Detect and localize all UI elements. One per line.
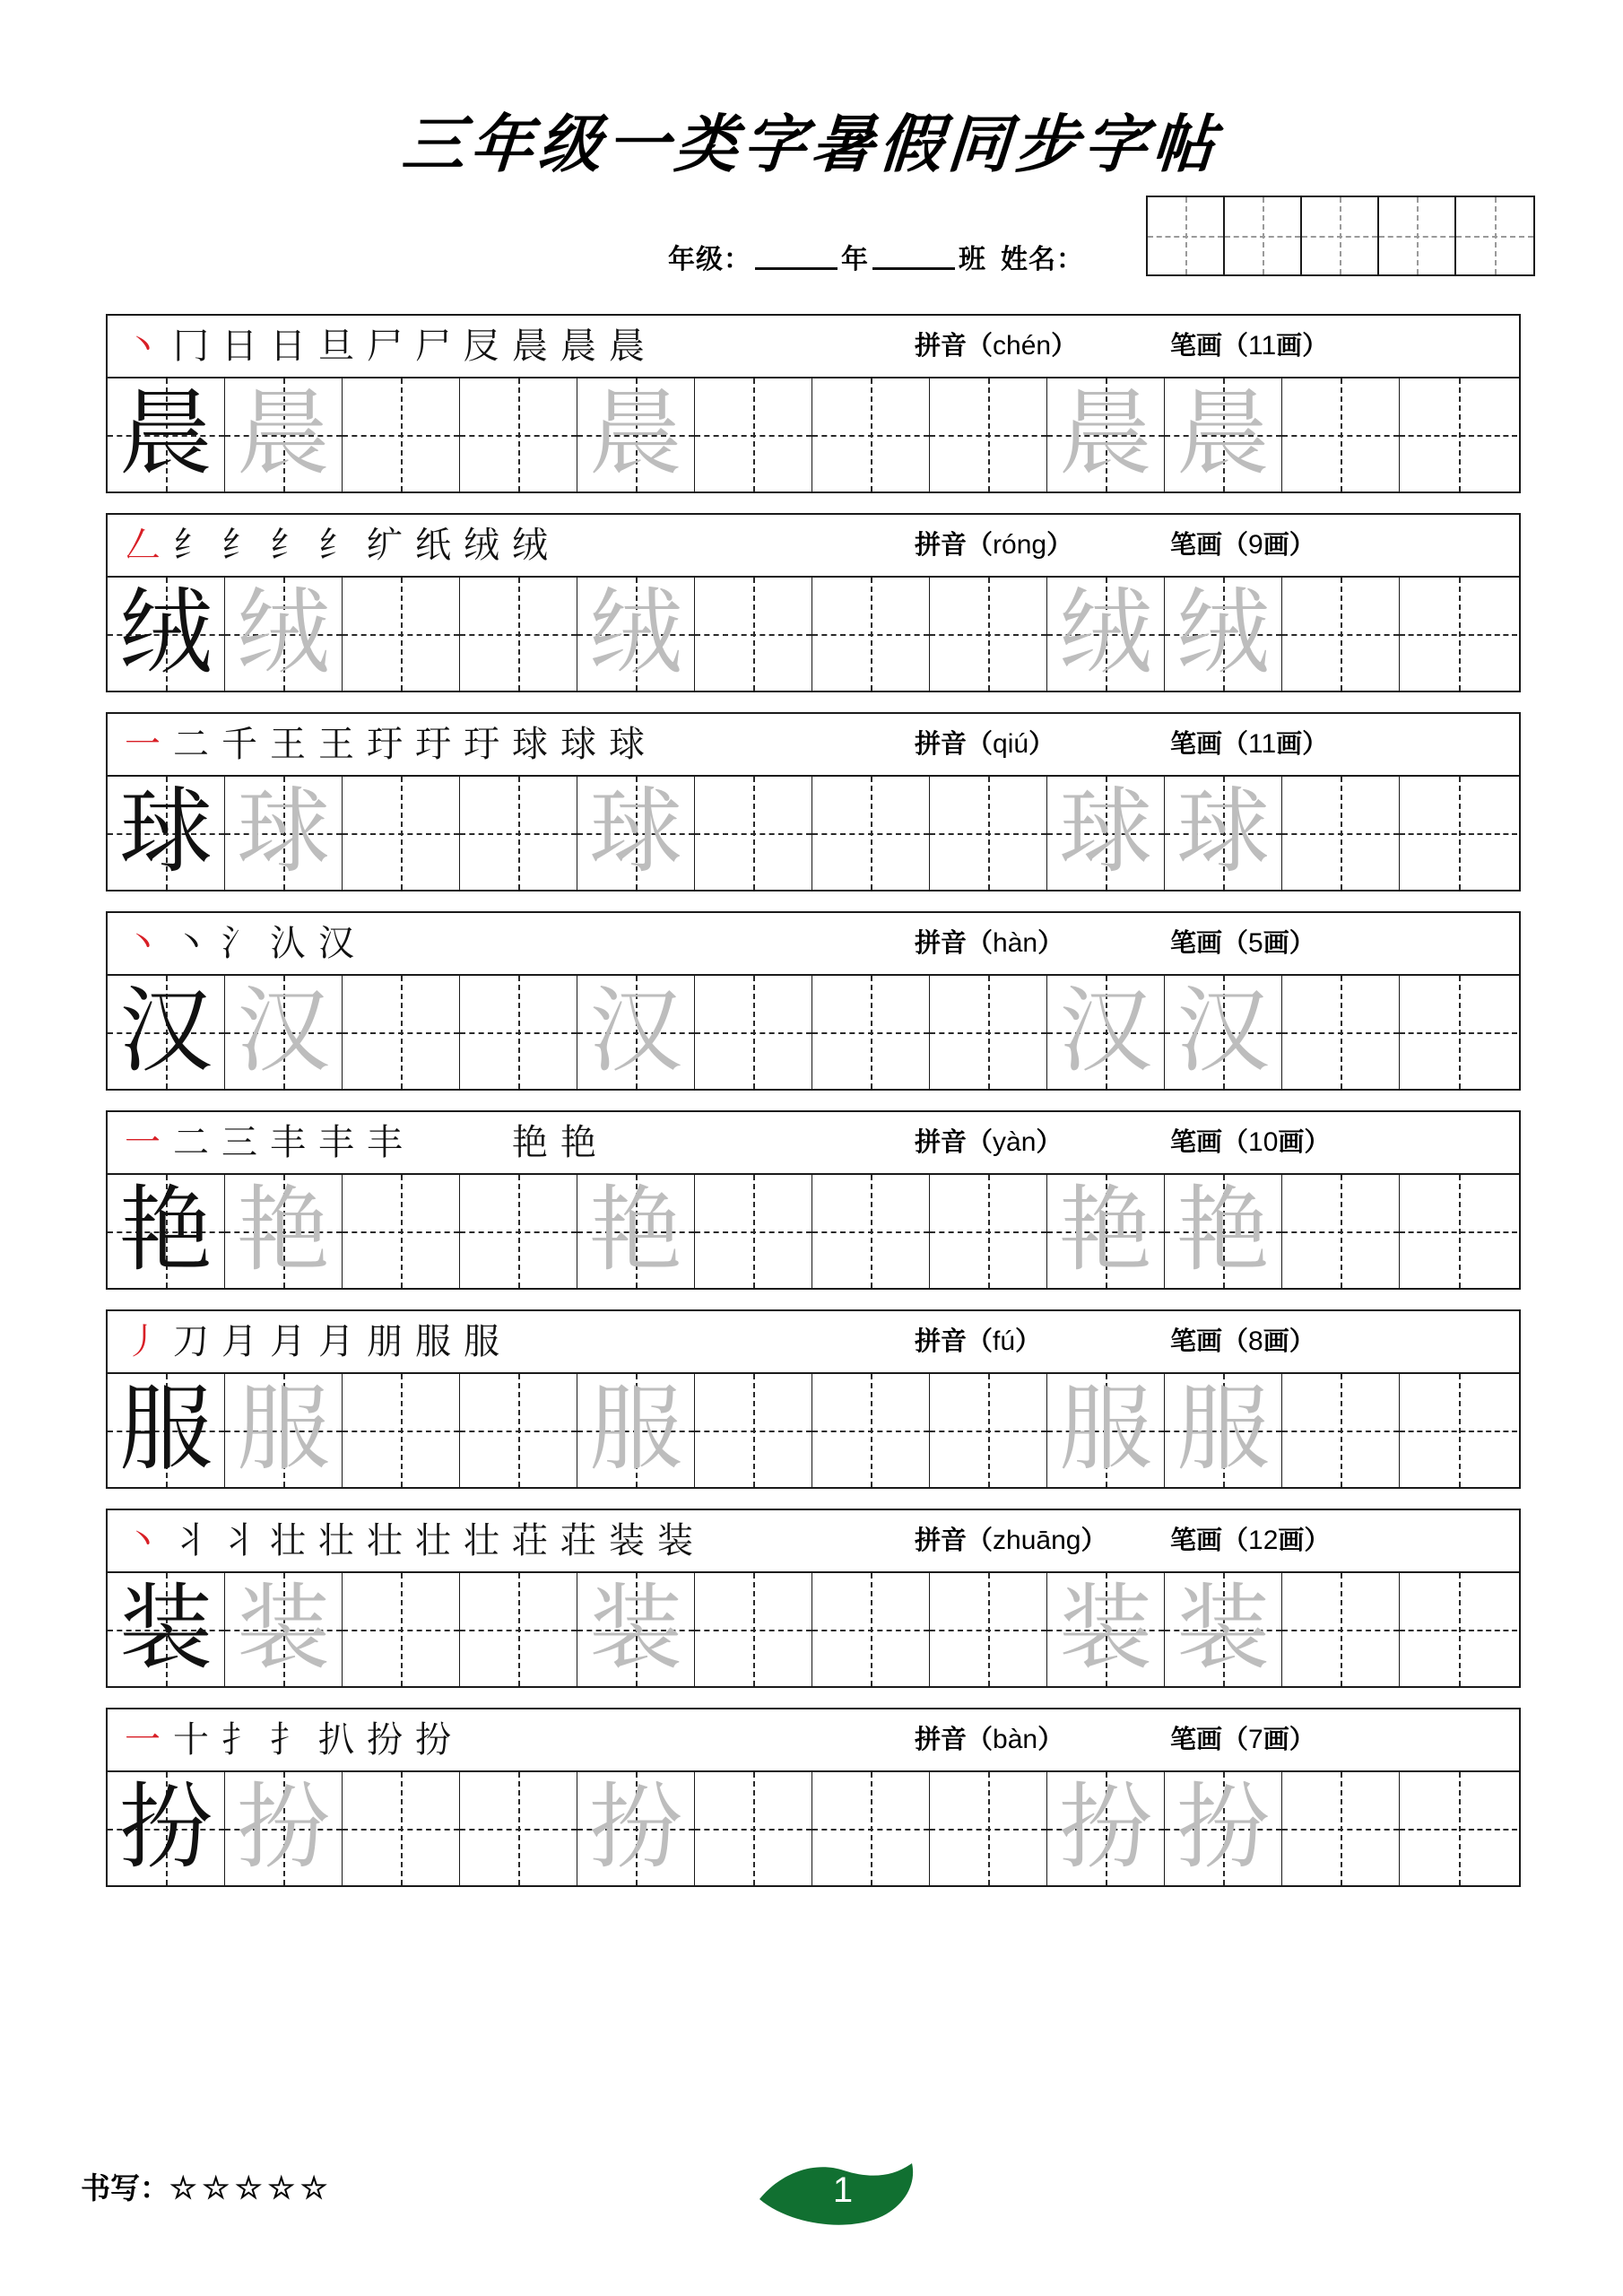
stroke-sequence [118, 1311, 506, 1372]
stroke-step: 㞋 [464, 326, 499, 366]
stroke-step: 二 [173, 724, 209, 764]
name-cell[interactable] [1379, 197, 1456, 274]
practice-cell[interactable] [930, 578, 1047, 691]
stroke-step: 壮 [367, 1520, 403, 1561]
character-block [106, 1110, 1521, 1290]
practice-character: 球 [236, 781, 330, 884]
page-number: 1 [832, 2170, 854, 2210]
practice-cell[interactable] [343, 578, 460, 691]
practice-cell[interactable] [1282, 1175, 1400, 1288]
stroke-count-label: 笔画（11画） [1170, 729, 1329, 759]
stroke-step: 三 [221, 1122, 257, 1162]
practice-cell[interactable] [108, 976, 225, 1089]
practice-cell[interactable] [930, 1573, 1047, 1686]
practice-cell[interactable] [1047, 378, 1165, 491]
stroke-step: 旦 [318, 326, 354, 366]
pinyin-label: 拼音（róng） [915, 530, 1073, 560]
stroke-step: 王 [318, 724, 354, 764]
practice-cell[interactable] [577, 777, 695, 890]
practice-cell[interactable] [812, 1573, 930, 1686]
practice-character: 晨 [236, 383, 330, 486]
stroke-order-row [108, 1112, 1519, 1173]
class-blank[interactable] [872, 267, 955, 270]
stroke-step: 壮 [415, 1520, 451, 1561]
practice-row [108, 974, 1519, 1089]
stroke-step: 纟 [270, 525, 306, 565]
practice-character: 晨 [1176, 383, 1270, 486]
stroke-count-value: 9 [1248, 530, 1263, 560]
title-container [0, 0, 1623, 185]
practice-character: 晨 [1058, 383, 1152, 486]
character-block [106, 1309, 1521, 1489]
stroke-step: 壮 [270, 1520, 306, 1561]
pinyin-value: yàn [993, 1127, 1037, 1157]
practice-cell[interactable] [577, 1772, 695, 1885]
stroke-step: 荘 [512, 1520, 548, 1561]
name-cell[interactable] [1456, 197, 1533, 274]
practice-cell[interactable] [1400, 1772, 1517, 1885]
practice-cell[interactable] [930, 1374, 1047, 1487]
stroke-step: 丶 [173, 923, 209, 963]
practice-cell[interactable] [1165, 1175, 1282, 1288]
practice-row [108, 775, 1519, 890]
stroke-step: 十 [173, 1719, 209, 1760]
practice-cell[interactable] [1165, 1374, 1282, 1487]
stroke-count-label: 笔画（8画） [1170, 1326, 1315, 1356]
rating-label: 书写： [81, 2173, 169, 2205]
practice-character: 服 [1058, 1378, 1152, 1482]
pinyin-label: 拼音（hàn） [915, 928, 1064, 958]
stroke-step: 纟 [318, 525, 354, 565]
stroke-step: 一 [125, 724, 161, 764]
practice-character: 汉 [588, 980, 682, 1083]
practice-cell[interactable] [1047, 1175, 1165, 1288]
practice-cell[interactable] [108, 1175, 225, 1288]
practice-character: 服 [118, 1378, 213, 1482]
stroke-order-row [108, 316, 1519, 377]
practice-character: 绒 [588, 582, 682, 685]
practice-cell[interactable] [930, 1772, 1047, 1885]
stroke-step: 一 [125, 1719, 161, 1760]
stroke-sequence [118, 913, 360, 974]
practice-character: 服 [1176, 1378, 1270, 1482]
practice-cell[interactable] [1282, 578, 1400, 691]
practice-cell[interactable] [1282, 777, 1400, 890]
stroke-step: 扮 [415, 1719, 451, 1760]
practice-character: 扮 [588, 1777, 682, 1880]
practice-character: 艳 [118, 1179, 213, 1283]
practice-cell[interactable] [225, 1772, 343, 1885]
name-input-grid[interactable] [1146, 196, 1535, 276]
stroke-count-value: 5 [1248, 928, 1263, 958]
practice-character: 扮 [1058, 1777, 1152, 1880]
stroke-step: 绒 [464, 525, 499, 565]
stroke-step: 服 [415, 1321, 451, 1361]
character-blocks [106, 314, 1521, 1907]
practice-cell[interactable] [225, 378, 343, 491]
character-block [106, 911, 1521, 1091]
practice-cell[interactable] [225, 1175, 343, 1288]
stroke-step: 汉 [318, 923, 354, 963]
practice-cell[interactable] [695, 1573, 812, 1686]
practice-cell[interactable] [1400, 578, 1517, 691]
character-block [106, 712, 1521, 891]
name-cell[interactable] [1225, 197, 1302, 274]
stroke-step: 晨 [512, 326, 548, 366]
stroke-order-row [108, 515, 1519, 576]
stroke-step: 丰 [367, 1122, 403, 1162]
stroke-step: 球 [609, 724, 645, 764]
character-block [106, 314, 1521, 493]
name-cell[interactable] [1148, 197, 1225, 274]
stroke-step: 一 [125, 1122, 161, 1162]
practice-cell[interactable] [812, 1175, 930, 1288]
practice-cell[interactable] [930, 378, 1047, 491]
pinyin-label: 拼音（fú） [915, 1326, 1042, 1356]
practice-cell[interactable] [1400, 378, 1517, 491]
practice-cell[interactable] [343, 1573, 460, 1686]
page-footer [0, 2138, 1623, 2246]
practice-cell[interactable] [460, 777, 577, 890]
practice-cell[interactable] [343, 777, 460, 890]
stroke-step: 𢼭 [467, 1122, 496, 1162]
practice-character: 绒 [118, 582, 213, 685]
practice-cell[interactable] [225, 777, 343, 890]
student-info [668, 237, 1084, 276]
practice-row [108, 1770, 1519, 1885]
pinyin-value: zhuāng [993, 1526, 1081, 1555]
stroke-step: 丶 [125, 923, 161, 963]
practice-character: 汉 [1058, 980, 1152, 1083]
stroke-step: 扒 [318, 1719, 354, 1760]
practice-cell[interactable] [577, 578, 695, 691]
stroke-sequence [118, 515, 554, 576]
stroke-step: 艳 [560, 1122, 596, 1162]
stroke-step: 纸 [415, 525, 451, 565]
practice-cell[interactable] [930, 777, 1047, 890]
stroke-sequence [118, 1112, 603, 1173]
stroke-step: 丰 [318, 1122, 354, 1162]
stroke-count-label: 笔画（12画） [1170, 1526, 1331, 1555]
year-unit: 年 [841, 245, 869, 274]
practice-character: 绒 [236, 582, 330, 685]
practice-row [108, 1571, 1519, 1686]
stroke-count-label: 笔画（10画） [1170, 1127, 1331, 1157]
stroke-step: 丬 [173, 1520, 209, 1561]
practice-cell[interactable] [577, 1175, 695, 1288]
stroke-count-label: 笔画（5画） [1170, 928, 1315, 958]
pinyin-value: fú [993, 1326, 1016, 1356]
pinyin-label: 拼音（zhuāng） [915, 1526, 1107, 1555]
practice-character: 装 [1058, 1578, 1152, 1681]
practice-character: 艳 [236, 1179, 330, 1283]
practice-character: 绒 [1176, 582, 1270, 685]
practice-cell[interactable] [1165, 1772, 1282, 1885]
stroke-step: 玗 [415, 724, 451, 764]
practice-cell[interactable] [460, 1772, 577, 1885]
stroke-step: 月 [270, 1321, 306, 1361]
stroke-step: 尸 [367, 326, 403, 366]
stroke-step: 𠃋 [125, 525, 161, 565]
character-block [106, 1708, 1521, 1887]
stroke-step: 二 [173, 1122, 209, 1162]
practice-cell[interactable] [108, 578, 225, 691]
stroke-order-row [108, 913, 1519, 974]
practice-cell[interactable] [695, 1175, 812, 1288]
stroke-step: 纟 [173, 525, 209, 565]
practice-cell[interactable] [1047, 578, 1165, 691]
stroke-step: 氵 [221, 923, 257, 963]
stroke-step: 朋 [367, 1321, 403, 1361]
stroke-step: 尸 [415, 326, 451, 366]
practice-cell[interactable] [695, 578, 812, 691]
practice-cell[interactable] [460, 976, 577, 1089]
practice-cell[interactable] [812, 378, 930, 491]
stroke-step: 日 [221, 326, 257, 366]
practice-character: 扮 [118, 1777, 213, 1880]
stroke-step: 绒 [512, 525, 548, 565]
stroke-step: 𢼭 [419, 1122, 447, 1162]
stroke-step: 壮 [318, 1520, 354, 1561]
class-unit: 班 [959, 245, 986, 274]
practice-cell[interactable] [930, 1175, 1047, 1288]
practice-cell[interactable] [577, 378, 695, 491]
stroke-step: 纩 [367, 525, 403, 565]
practice-character: 装 [118, 1578, 213, 1681]
practice-cell[interactable] [108, 1374, 225, 1487]
practice-cell[interactable] [1047, 1573, 1165, 1686]
practice-cell[interactable] [343, 378, 460, 491]
practice-cell[interactable] [812, 578, 930, 691]
practice-character: 艳 [1058, 1179, 1152, 1283]
pinyin-label: 拼音（bàn） [915, 1725, 1064, 1754]
practice-cell[interactable] [343, 976, 460, 1089]
name-cell[interactable] [1302, 197, 1379, 274]
practice-cell[interactable] [695, 976, 812, 1089]
pinyin-value: róng [993, 530, 1047, 560]
practice-character: 汉 [236, 980, 330, 1083]
stroke-step: 丶 [125, 326, 161, 366]
practice-row [108, 1372, 1519, 1487]
stroke-step: 装 [609, 1520, 645, 1561]
practice-character: 艳 [1176, 1179, 1270, 1283]
stroke-step: 球 [560, 724, 596, 764]
practice-cell[interactable] [930, 976, 1047, 1089]
practice-cell[interactable] [1165, 1573, 1282, 1686]
stroke-count-value: 7 [1248, 1725, 1263, 1754]
character-block [106, 1509, 1521, 1688]
stroke-step: 汄 [270, 923, 306, 963]
grade-year-blank[interactable] [755, 267, 838, 270]
practice-row [108, 377, 1519, 491]
practice-cell[interactable] [1165, 777, 1282, 890]
practice-cell[interactable] [695, 378, 812, 491]
stroke-sequence [118, 1709, 457, 1770]
practice-character: 汉 [1176, 980, 1270, 1083]
stroke-step: 月 [318, 1321, 354, 1361]
practice-cell[interactable] [343, 1374, 460, 1487]
stroke-step: 扮 [367, 1719, 403, 1760]
stroke-step: 玗 [464, 724, 499, 764]
handwriting-rating [81, 2165, 333, 2207]
stroke-sequence [118, 714, 651, 775]
stroke-count-value: 11 [1248, 729, 1277, 759]
practice-cell[interactable] [812, 777, 930, 890]
stroke-count-value: 10 [1248, 1127, 1279, 1157]
stroke-step: 扌 [270, 1719, 306, 1760]
practice-character: 装 [1176, 1578, 1270, 1681]
pinyin-label: 拼音（chén） [915, 331, 1078, 361]
practice-cell[interactable] [577, 976, 695, 1089]
pinyin-label: 拼音（qiú） [915, 729, 1055, 759]
practice-character: 球 [1058, 781, 1152, 884]
practice-cell[interactable] [1282, 378, 1400, 491]
stroke-step: 刀 [173, 1321, 209, 1361]
practice-cell[interactable] [577, 1374, 695, 1487]
stroke-step: 服 [464, 1321, 499, 1361]
character-block [106, 513, 1521, 692]
stroke-step: 丬 [221, 1520, 257, 1561]
practice-character: 绒 [1058, 582, 1152, 685]
stroke-count-label: 笔画（7画） [1170, 1725, 1315, 1754]
stroke-count-label: 笔画（9画） [1170, 530, 1315, 560]
practice-cell[interactable] [460, 378, 577, 491]
practice-cell[interactable] [812, 976, 930, 1089]
practice-cell[interactable] [812, 1374, 930, 1487]
practice-cell[interactable] [1400, 1175, 1517, 1288]
practice-cell[interactable] [225, 976, 343, 1089]
practice-cell[interactable] [343, 1175, 460, 1288]
stroke-order-row [108, 714, 1519, 775]
practice-cell[interactable] [695, 777, 812, 890]
rating-stars[interactable]: ☆☆☆☆☆ [169, 2172, 334, 2205]
stroke-step: 千 [221, 724, 257, 764]
practice-cell[interactable] [1282, 976, 1400, 1089]
practice-character: 汉 [118, 980, 213, 1083]
stroke-step: 荘 [560, 1520, 596, 1561]
stroke-step: 纟 [221, 525, 257, 565]
stroke-count-label: 笔画（11画） [1170, 331, 1329, 361]
stroke-count-value: 8 [1248, 1326, 1263, 1356]
stroke-step: 日 [270, 326, 306, 366]
pinyin-value: bàn [993, 1725, 1038, 1754]
name-label: 姓名： [1001, 245, 1084, 274]
stroke-step: 晨 [560, 326, 596, 366]
practice-cell[interactable] [343, 1772, 460, 1885]
page-number-badge [758, 2147, 928, 2230]
practice-cell[interactable] [1047, 777, 1165, 890]
practice-row [108, 576, 1519, 691]
practice-cell[interactable] [1400, 1374, 1517, 1487]
stroke-sequence [118, 1510, 699, 1571]
practice-character: 球 [118, 781, 213, 884]
practice-row [108, 1173, 1519, 1288]
practice-cell[interactable] [225, 1374, 343, 1487]
practice-cell[interactable] [1282, 1772, 1400, 1885]
practice-character: 晨 [118, 383, 213, 486]
practice-cell[interactable] [108, 1573, 225, 1686]
practice-cell[interactable] [1282, 1573, 1400, 1686]
stroke-step: 月 [221, 1321, 257, 1361]
practice-character: 艳 [588, 1179, 682, 1283]
pinyin-label: 拼音（yàn） [915, 1127, 1063, 1157]
stroke-step: 冂 [173, 326, 209, 366]
practice-character: 球 [1176, 781, 1270, 884]
stroke-order-row [108, 1510, 1519, 1571]
stroke-step: 丰 [270, 1122, 306, 1162]
practice-cell[interactable] [108, 777, 225, 890]
practice-cell[interactable] [695, 1772, 812, 1885]
practice-cell[interactable] [460, 1573, 577, 1686]
practice-character: 晨 [588, 383, 682, 486]
practice-cell[interactable] [1165, 578, 1282, 691]
stroke-step: 扌 [221, 1719, 257, 1760]
practice-cell[interactable] [225, 1573, 343, 1686]
practice-cell[interactable] [1400, 976, 1517, 1089]
practice-character: 服 [236, 1378, 330, 1482]
grade-label: 年级： [668, 245, 751, 274]
practice-cell[interactable] [1400, 777, 1517, 890]
practice-character: 服 [588, 1378, 682, 1482]
practice-cell[interactable] [1047, 1374, 1165, 1487]
pinyin-value: hàn [993, 928, 1038, 958]
stroke-count-value: 11 [1248, 331, 1277, 361]
practice-cell[interactable] [1165, 378, 1282, 491]
practice-cell[interactable] [460, 1374, 577, 1487]
practice-cell[interactable] [1047, 1772, 1165, 1885]
stroke-order-row [108, 1709, 1519, 1770]
stroke-step: 壮 [464, 1520, 499, 1561]
stroke-order-row [108, 1311, 1519, 1372]
practice-cell[interactable] [1400, 1573, 1517, 1686]
stroke-step: 晨 [609, 326, 645, 366]
stroke-count-value: 12 [1248, 1526, 1279, 1555]
pinyin-value: qiú [993, 729, 1029, 759]
stroke-step: 装 [657, 1520, 693, 1561]
practice-character: 球 [588, 781, 682, 884]
page-title: 三年级一类字暑假同步字帖 [399, 111, 1223, 180]
stroke-step: 丿 [125, 1321, 161, 1361]
practice-cell[interactable] [108, 378, 225, 491]
practice-cell[interactable] [695, 1374, 812, 1487]
pinyin-value: chén [993, 331, 1052, 361]
stroke-sequence [118, 316, 651, 377]
practice-cell[interactable] [1282, 1374, 1400, 1487]
practice-cell[interactable] [225, 578, 343, 691]
practice-cell[interactable] [812, 1772, 930, 1885]
practice-character: 装 [236, 1578, 330, 1681]
stroke-step: 王 [270, 724, 306, 764]
stroke-step: 玗 [367, 724, 403, 764]
practice-character: 装 [588, 1578, 682, 1681]
stroke-step: 艳 [512, 1122, 548, 1162]
practice-character: 扮 [236, 1777, 330, 1880]
practice-cell[interactable] [1047, 976, 1165, 1089]
practice-cell[interactable] [108, 1772, 225, 1885]
practice-cell[interactable] [1165, 976, 1282, 1089]
practice-cell[interactable] [577, 1573, 695, 1686]
stroke-step: 球 [512, 724, 548, 764]
practice-cell[interactable] [460, 578, 577, 691]
stroke-step: 丶 [125, 1520, 161, 1561]
practice-cell[interactable] [460, 1175, 577, 1288]
practice-character: 扮 [1176, 1777, 1270, 1880]
